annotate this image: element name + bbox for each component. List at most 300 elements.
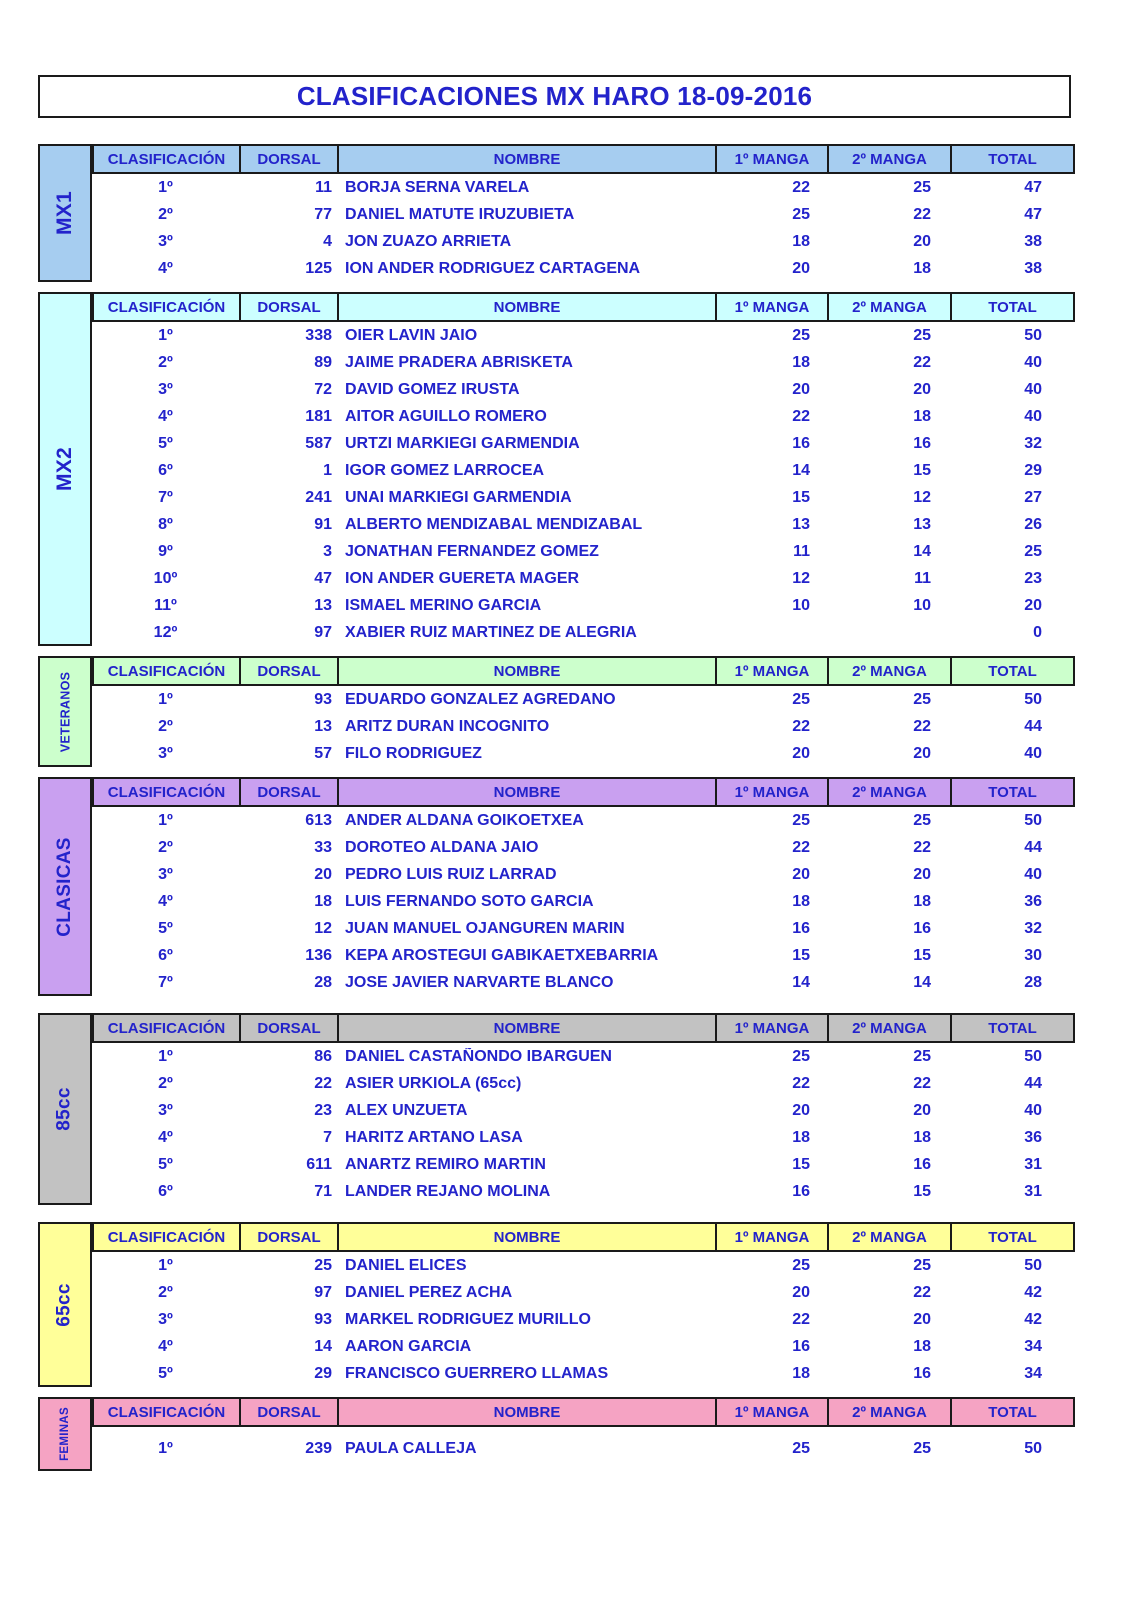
table-row xyxy=(92,1279,1075,1306)
classification-table xyxy=(92,1397,1075,1471)
category-label-text: FEMINAS xyxy=(59,1407,72,1461)
manga1-cell: 18 xyxy=(792,1364,810,1382)
manga2-cell: 20 xyxy=(913,865,931,883)
name-cell: JAIME PRADERA ABRISKETA xyxy=(345,353,573,371)
name-cell: DANIEL CASTAÑONDO IBARGUEN xyxy=(345,1047,612,1065)
column-header: TOTAL xyxy=(952,1015,1073,1041)
manga1-cell: 16 xyxy=(792,434,810,452)
classification-table xyxy=(92,1222,1075,1387)
manga1-cell: 25 xyxy=(792,326,810,344)
manga2-cell: 25 xyxy=(913,811,931,829)
position-cell: 4º xyxy=(158,259,173,277)
dorsal-cell: 239 xyxy=(305,1440,332,1457)
name-cell: FILO RODRIGUEZ xyxy=(345,744,482,762)
header-row xyxy=(92,1222,1075,1252)
position-cell: 3º xyxy=(158,744,173,762)
column-header: NOMBRE xyxy=(339,1224,717,1250)
manga2-cell: 22 xyxy=(913,1283,931,1301)
total-cell: 47 xyxy=(1024,178,1042,196)
column-header: CLASIFICACIÓN xyxy=(94,146,241,172)
manga2-cell: 18 xyxy=(913,892,931,910)
name-cell: ALEX UNZUETA xyxy=(345,1101,468,1119)
dorsal-cell: 18 xyxy=(314,892,332,910)
category-section-mx1 xyxy=(38,144,1071,282)
column-header: CLASIFICACIÓN xyxy=(94,294,241,320)
category-label-text: 85cc xyxy=(54,1087,75,1131)
manga2-cell: 12 xyxy=(913,488,931,506)
position-cell: 6º xyxy=(158,461,173,479)
column-header: 1º MANGA xyxy=(717,779,829,805)
name-cell: DANIEL MATUTE IRUZUBIETA xyxy=(345,205,575,223)
rows xyxy=(92,174,1075,282)
name-cell: ION ANDER GUERETA MAGER xyxy=(345,569,580,587)
dorsal-cell: 11 xyxy=(315,178,332,196)
category-label-text: MX2 xyxy=(53,446,76,492)
table-row xyxy=(92,403,1075,430)
column-header: DORSAL xyxy=(241,1399,339,1425)
position-cell: 1º xyxy=(158,1440,173,1457)
header-row xyxy=(92,656,1075,686)
column-header: TOTAL xyxy=(952,146,1073,172)
total-cell: 50 xyxy=(1024,1440,1042,1457)
page-title: CLASIFICACIONES MX HARO 18-09-2016 xyxy=(296,81,813,111)
position-cell: 11º xyxy=(154,596,177,614)
table-row xyxy=(92,565,1075,592)
total-cell: 44 xyxy=(1024,838,1042,856)
manga1-cell: 20 xyxy=(792,380,810,398)
table-row xyxy=(92,915,1075,942)
column-header: DORSAL xyxy=(241,1224,339,1250)
manga1-cell: 16 xyxy=(792,919,810,937)
dorsal-cell: 91 xyxy=(314,515,332,533)
tables-container xyxy=(38,144,1131,1471)
manga1-cell: 18 xyxy=(792,892,810,910)
dorsal-cell: 3 xyxy=(323,542,332,560)
category-label-text: MX1 xyxy=(53,190,76,236)
name-cell: OIER LAVIN JAIO xyxy=(345,326,478,344)
table-row xyxy=(92,619,1075,646)
manga1-cell: 14 xyxy=(792,973,810,991)
category-section-65cc xyxy=(38,1222,1071,1387)
total-cell: 32 xyxy=(1024,919,1042,937)
column-header: TOTAL xyxy=(952,658,1073,684)
dorsal-cell: 23 xyxy=(314,1101,332,1119)
total-cell: 42 xyxy=(1024,1310,1042,1328)
total-cell: 40 xyxy=(1024,353,1042,371)
total-cell: 44 xyxy=(1024,717,1042,735)
table-row xyxy=(92,1333,1075,1360)
category-section-85cc xyxy=(38,1013,1071,1205)
dorsal-cell: 71 xyxy=(314,1182,332,1200)
manga1-cell: 22 xyxy=(792,407,810,425)
column-header: TOTAL xyxy=(952,294,1073,320)
dorsal-cell: 93 xyxy=(314,690,332,708)
name-cell: JONATHAN FERNANDEZ GOMEZ xyxy=(345,542,599,560)
rows xyxy=(92,686,1075,767)
dorsal-cell: 97 xyxy=(314,623,332,641)
name-cell: PAULA CALLEJA xyxy=(345,1440,477,1457)
dorsal-cell: 136 xyxy=(305,946,332,964)
manga1-cell: 22 xyxy=(792,178,810,196)
table-row xyxy=(92,538,1075,565)
manga1-cell: 20 xyxy=(792,259,810,277)
position-cell: 6º xyxy=(158,946,173,964)
column-header: 2º MANGA xyxy=(829,658,952,684)
table-row xyxy=(92,861,1075,888)
position-cell: 4º xyxy=(158,1128,173,1146)
manga1-cell: 22 xyxy=(792,838,810,856)
dorsal-cell: 338 xyxy=(305,326,332,344)
category-label-veteranos xyxy=(38,656,92,767)
position-cell: 10º xyxy=(153,569,178,587)
column-header: 2º MANGA xyxy=(829,1015,952,1041)
total-cell: 40 xyxy=(1024,1101,1042,1119)
position-cell: 1º xyxy=(158,690,173,708)
category-section-clasicas xyxy=(38,777,1071,996)
category-label-text: VETERANOS xyxy=(58,671,72,752)
manga1-cell: 11 xyxy=(793,542,810,560)
manga1-cell: 18 xyxy=(792,353,810,371)
total-cell: 38 xyxy=(1024,259,1042,277)
manga1-cell: 13 xyxy=(792,515,810,533)
manga1-cell: 20 xyxy=(792,744,810,762)
manga2-cell: 22 xyxy=(913,717,931,735)
total-cell: 0 xyxy=(1033,623,1042,641)
manga2-cell: 18 xyxy=(913,407,931,425)
table-row xyxy=(92,834,1075,861)
total-cell: 42 xyxy=(1024,1283,1042,1301)
category-label-text: CLASICAS xyxy=(54,836,76,937)
manga2-cell: 22 xyxy=(913,838,931,856)
table-row xyxy=(92,255,1075,282)
name-cell: EDUARDO GONZALEZ AGREDANO xyxy=(345,690,616,708)
classification-table xyxy=(92,144,1075,282)
category-label-mx1 xyxy=(38,144,92,282)
name-cell: DANIEL PEREZ ACHA xyxy=(345,1283,513,1301)
column-header: 2º MANGA xyxy=(829,779,952,805)
classification-table xyxy=(92,292,1075,646)
total-cell: 40 xyxy=(1024,407,1042,425)
table-row xyxy=(92,511,1075,538)
column-header: DORSAL xyxy=(241,1015,339,1041)
name-cell: JUAN MANUEL OJANGUREN MARIN xyxy=(345,919,625,937)
total-cell: 50 xyxy=(1024,1256,1042,1274)
dorsal-cell: 97 xyxy=(314,1283,332,1301)
position-cell: 1º xyxy=(158,178,173,196)
name-cell: LANDER REJANO MOLINA xyxy=(345,1182,551,1200)
table-row xyxy=(92,228,1075,255)
table-row xyxy=(92,174,1075,201)
column-header: 2º MANGA xyxy=(829,294,952,320)
classification-table xyxy=(92,777,1075,996)
column-header: DORSAL xyxy=(241,658,339,684)
manga2-cell: 14 xyxy=(913,973,931,991)
category-section-veteranos xyxy=(38,656,1071,767)
classification-table xyxy=(92,656,1075,767)
name-cell: HARITZ ARTANO LASA xyxy=(345,1128,523,1146)
manga2-cell: 20 xyxy=(913,232,931,250)
manga2-cell: 16 xyxy=(913,1155,931,1173)
total-cell: 50 xyxy=(1024,811,1042,829)
manga1-cell: 20 xyxy=(792,1283,810,1301)
manga1-cell: 16 xyxy=(792,1337,810,1355)
column-header: 1º MANGA xyxy=(717,1015,829,1041)
position-cell: 2º xyxy=(158,353,173,371)
manga1-cell: 25 xyxy=(792,1047,810,1065)
dorsal-cell: 13 xyxy=(314,717,332,735)
rows xyxy=(92,1252,1075,1387)
dorsal-cell: 20 xyxy=(314,865,332,883)
name-cell: BORJA SERNA VARELA xyxy=(345,178,530,196)
rows xyxy=(92,807,1075,996)
position-cell: 3º xyxy=(158,1310,173,1328)
category-label-65cc xyxy=(38,1222,92,1387)
position-cell: 7º xyxy=(158,488,173,506)
total-cell: 40 xyxy=(1024,865,1042,883)
manga2-cell: 14 xyxy=(913,542,931,560)
dorsal-cell: 77 xyxy=(314,205,332,223)
table-row xyxy=(92,376,1075,403)
position-cell: 2º xyxy=(158,717,173,735)
manga2-cell: 25 xyxy=(913,178,931,196)
manga1-cell: 25 xyxy=(792,690,810,708)
position-cell: 3º xyxy=(158,865,173,883)
rows xyxy=(92,322,1075,646)
category-label-text: 65cc xyxy=(54,1282,75,1327)
table-row xyxy=(92,1043,1075,1070)
manga1-cell: 25 xyxy=(792,1256,810,1274)
dorsal-cell: 33 xyxy=(314,838,332,856)
dorsal-cell: 4 xyxy=(323,232,332,250)
manga1-cell: 18 xyxy=(792,232,810,250)
manga2-cell: 25 xyxy=(913,326,931,344)
name-cell: KEPA AROSTEGUI GABIKAETXEBARRIA xyxy=(345,946,659,964)
total-cell: 44 xyxy=(1024,1074,1042,1092)
name-cell: ISMAEL MERINO GARCIA xyxy=(345,596,542,614)
manga2-cell: 22 xyxy=(913,205,931,223)
manga1-cell: 12 xyxy=(792,569,810,587)
total-cell: 36 xyxy=(1024,892,1042,910)
category-label-clasicas xyxy=(38,777,92,996)
position-cell: 4º xyxy=(158,407,173,425)
manga1-cell: 14 xyxy=(792,461,810,479)
table-row xyxy=(92,686,1075,713)
position-cell: 5º xyxy=(158,1364,173,1382)
table-row xyxy=(92,713,1075,740)
table-row xyxy=(92,1070,1075,1097)
dorsal-cell: 241 xyxy=(305,488,332,506)
column-header: TOTAL xyxy=(952,1224,1073,1250)
position-cell: 1º xyxy=(158,1256,173,1274)
header-row xyxy=(92,292,1075,322)
header-row xyxy=(92,1013,1075,1043)
dorsal-cell: 57 xyxy=(314,744,332,762)
manga2-cell: 25 xyxy=(913,690,931,708)
manga1-cell: 25 xyxy=(792,205,810,223)
name-cell: AARON GARCIA xyxy=(345,1337,472,1355)
manga2-cell: 20 xyxy=(913,744,931,762)
manga1-cell: 15 xyxy=(792,946,810,964)
category-label-feminas xyxy=(38,1397,92,1471)
manga2-cell: 13 xyxy=(913,515,931,533)
name-cell: JON ZUAZO ARRIETA xyxy=(345,232,512,250)
total-cell: 50 xyxy=(1024,690,1042,708)
header-row xyxy=(92,1397,1075,1427)
position-cell: 2º xyxy=(158,838,173,856)
manga2-cell: 16 xyxy=(913,1364,931,1382)
dorsal-cell: 72 xyxy=(314,380,332,398)
rows xyxy=(92,1043,1075,1205)
dorsal-cell: 14 xyxy=(314,1337,332,1355)
dorsal-cell: 125 xyxy=(305,259,332,277)
category-section-feminas xyxy=(38,1397,1071,1471)
manga1-cell: 20 xyxy=(792,865,810,883)
manga2-cell: 11 xyxy=(914,569,931,587)
position-cell: 5º xyxy=(158,434,173,452)
name-cell: AITOR AGUILLO ROMERO xyxy=(345,407,547,425)
column-header: 1º MANGA xyxy=(717,1224,829,1250)
position-cell: 1º xyxy=(158,811,173,829)
column-header: CLASIFICACIÓN xyxy=(94,1224,241,1250)
name-cell: UNAI MARKIEGI GARMENDIA xyxy=(345,488,572,506)
column-header: DORSAL xyxy=(241,294,339,320)
name-cell: FRANCISCO GUERRERO LLAMAS xyxy=(345,1364,609,1382)
position-cell: 2º xyxy=(158,205,173,223)
name-cell: LUIS FERNANDO SOTO GARCIA xyxy=(345,892,594,910)
column-header: NOMBRE xyxy=(339,294,717,320)
manga1-cell: 15 xyxy=(792,488,810,506)
name-cell: URTZI MARKIEGI GARMENDIA xyxy=(345,434,580,452)
table-row xyxy=(92,349,1075,376)
dorsal-cell: 613 xyxy=(305,811,332,829)
manga2-cell: 15 xyxy=(913,461,931,479)
name-cell: XABIER RUIZ MARTINEZ DE ALEGRIA xyxy=(345,623,637,641)
table-row xyxy=(92,969,1075,996)
manga2-cell: 15 xyxy=(913,946,931,964)
total-cell: 36 xyxy=(1024,1128,1042,1146)
name-cell: ARITZ DURAN INCOGNITO xyxy=(345,717,550,735)
total-cell: 26 xyxy=(1024,515,1042,533)
total-cell: 50 xyxy=(1024,326,1042,344)
category-label-85cc xyxy=(38,1013,92,1205)
position-cell: 5º xyxy=(158,919,173,937)
table-row xyxy=(92,484,1075,511)
manga2-cell: 25 xyxy=(913,1440,931,1457)
manga2-cell: 20 xyxy=(913,380,931,398)
table-row xyxy=(92,592,1075,619)
manga2-cell: 22 xyxy=(913,1074,931,1092)
total-cell: 27 xyxy=(1024,488,1042,506)
manga2-cell: 22 xyxy=(913,353,931,371)
manga1-cell: 25 xyxy=(792,811,810,829)
manga1-cell: 22 xyxy=(792,1310,810,1328)
position-cell: 2º xyxy=(158,1074,173,1092)
position-cell: 5º xyxy=(158,1155,173,1173)
manga2-cell: 20 xyxy=(913,1310,931,1328)
position-cell: 4º xyxy=(158,1337,173,1355)
dorsal-cell: 611 xyxy=(306,1155,332,1173)
manga2-cell: 25 xyxy=(913,1256,931,1274)
total-cell: 50 xyxy=(1024,1047,1042,1065)
position-cell: 3º xyxy=(158,232,173,250)
dorsal-cell: 25 xyxy=(314,1256,332,1274)
dorsal-cell: 1 xyxy=(323,461,332,479)
position-cell: 2º xyxy=(158,1283,173,1301)
manga1-cell: 16 xyxy=(792,1182,810,1200)
name-cell: DAVID GOMEZ IRUSTA xyxy=(345,380,520,398)
total-cell: 20 xyxy=(1024,596,1042,614)
dorsal-cell: 47 xyxy=(314,569,332,587)
manga2-cell: 18 xyxy=(913,1337,931,1355)
name-cell: DOROTEO ALDANA JAIO xyxy=(345,838,539,856)
name-cell: ANDER ALDANA GOIKOETXEA xyxy=(345,811,584,829)
column-header: NOMBRE xyxy=(339,146,717,172)
total-cell: 32 xyxy=(1024,434,1042,452)
column-header: CLASIFICACIÓN xyxy=(94,1399,241,1425)
manga2-cell: 18 xyxy=(913,1128,931,1146)
total-cell: 38 xyxy=(1024,232,1042,250)
manga2-cell: 20 xyxy=(913,1101,931,1119)
column-header: TOTAL xyxy=(952,1399,1073,1425)
total-cell: 40 xyxy=(1024,744,1042,762)
dorsal-cell: 22 xyxy=(314,1074,332,1092)
manga2-cell: 16 xyxy=(913,919,931,937)
column-header: 2º MANGA xyxy=(829,1224,952,1250)
position-cell: 4º xyxy=(158,892,173,910)
name-cell: ION ANDER RODRIGUEZ CARTAGENA xyxy=(345,259,641,277)
position-cell: 6º xyxy=(158,1182,173,1200)
column-header: 1º MANGA xyxy=(717,1399,829,1425)
dorsal-cell: 86 xyxy=(314,1047,332,1065)
dorsal-cell: 93 xyxy=(314,1310,332,1328)
column-header: NOMBRE xyxy=(339,658,717,684)
position-cell: 1º xyxy=(158,326,173,344)
manga1-cell: 15 xyxy=(792,1155,810,1173)
total-cell: 31 xyxy=(1024,1182,1042,1200)
header-row xyxy=(92,144,1075,174)
table-row xyxy=(92,1360,1075,1387)
table-row xyxy=(92,201,1075,228)
total-cell: 31 xyxy=(1024,1155,1042,1173)
total-cell: 47 xyxy=(1024,205,1042,223)
column-header: 2º MANGA xyxy=(829,146,952,172)
manga1-cell: 22 xyxy=(792,1074,810,1092)
name-cell: PEDRO LUIS RUIZ LARRAD xyxy=(345,865,557,883)
title-box xyxy=(38,75,1071,118)
column-header: 1º MANGA xyxy=(717,294,829,320)
column-header: CLASIFICACIÓN xyxy=(94,658,241,684)
name-cell: ALBERTO MENDIZABAL MENDIZABAL xyxy=(345,515,643,533)
column-header: 1º MANGA xyxy=(717,658,829,684)
position-cell: 8º xyxy=(158,515,173,533)
column-header: DORSAL xyxy=(241,779,339,805)
dorsal-cell: 28 xyxy=(314,973,332,991)
manga2-cell: 10 xyxy=(913,596,931,614)
manga1-cell: 20 xyxy=(792,1101,810,1119)
position-cell: 1º xyxy=(158,1047,173,1065)
total-cell: 28 xyxy=(1024,973,1042,991)
table-row xyxy=(92,942,1075,969)
position-cell: 7º xyxy=(158,973,173,991)
table-row xyxy=(92,1306,1075,1333)
category-label-mx2 xyxy=(38,292,92,646)
position-cell: 3º xyxy=(158,1101,173,1119)
table-row xyxy=(92,1178,1075,1205)
table-row xyxy=(92,1252,1075,1279)
total-cell: 29 xyxy=(1024,461,1042,479)
column-header: 1º MANGA xyxy=(717,146,829,172)
column-header: CLASIFICACIÓN xyxy=(94,1015,241,1041)
